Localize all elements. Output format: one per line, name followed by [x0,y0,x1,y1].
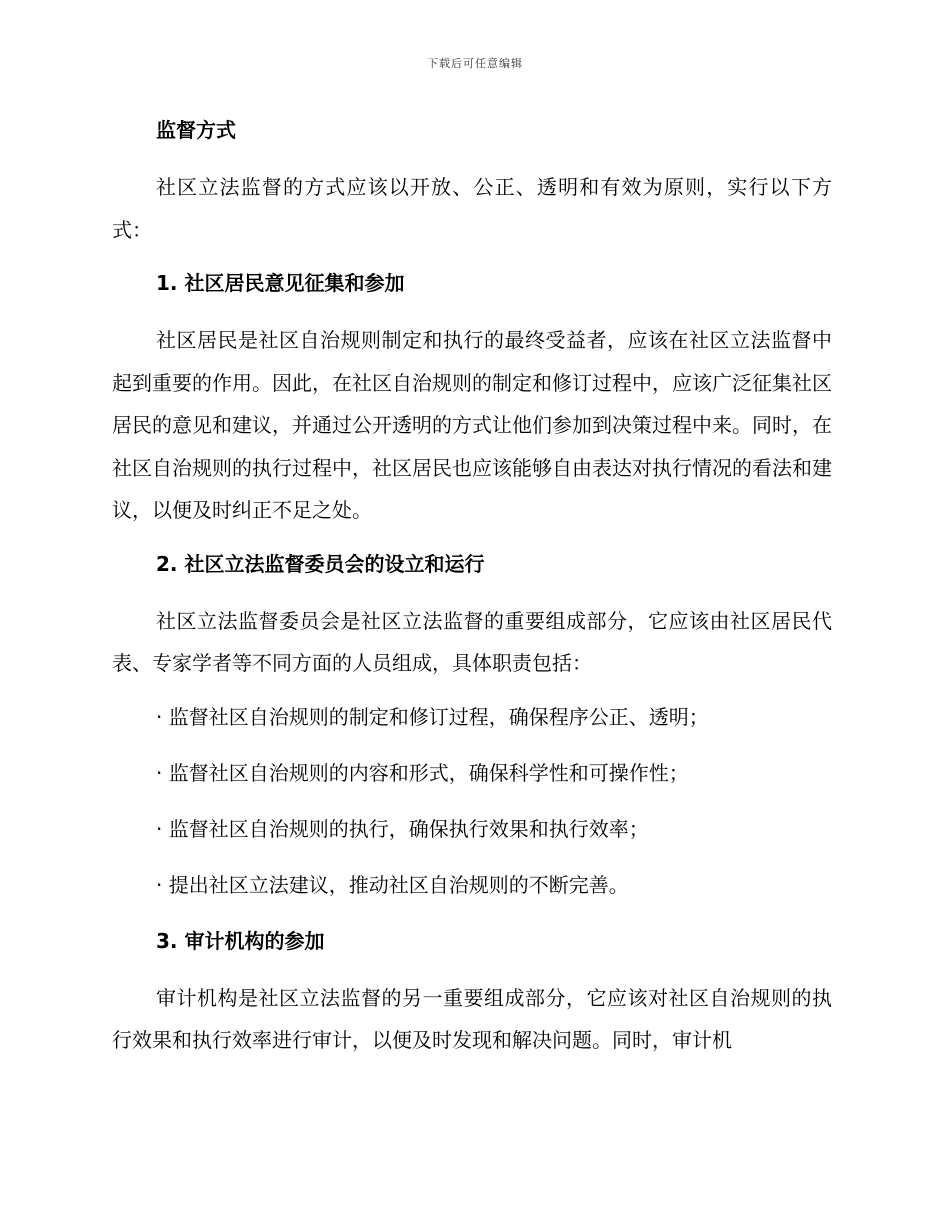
document-body [112,110,832,1062]
subheading-3: 3. 审计机构的参加 [156,928,325,953]
section-title: 监督方式 [156,118,236,142]
paragraph-2: 社区立法监督委员会是社区立法监督的重要组成部分，它应该由社区居民代表、专家学者等不同方面的人员组成，具体职责包括： [112,608,832,675]
intro-paragraph: 社区立法监督的方式应该以开放、公正、透明和有效为原则，实行以下方式： [112,175,832,242]
header-note: 下载后可任意编辑 [427,57,523,70]
subheading-2: 2. 社区立法监督委员会的设立和运行 [156,551,485,576]
subheading-1: 1. 社区居民意见征集和参加 [156,271,405,295]
paragraph-3: 审计机构是社区立法监督的另一重要组成部分，它应该对社区自治规则的执行效果和执行效率进行审计，以便及时发现和解决问题。同时，审计机 [112,985,832,1052]
bullet-item: · 监督社区自治规则的制定和修订过程，确保程序公正、透明； [156,704,709,729]
bullet-item: · 监督社区自治规则的内容和形式，确保科学性和可操作性； [156,760,689,785]
bullet-item: · 监督社区自治规则的执行，确保执行效果和执行效率； [156,816,649,841]
paragraph-1: 社区居民是社区自治规则制定和执行的最终受益者，应该在社区立法监督中起到重要的作用。因此，在社区自治规则的制定和修订过程中，应该广泛征集社区居民的意见和建议，并通过公开透明的方式让他们参加到决策过程中来。同时，在社区自治规则的执行过程中，社区居民也应该能够自由表达对执行情况的看法和建议，以便及时纠正不足之处。 [112,328,832,522]
bullet-item: · 提出社区立法建议，推动社区自治规则的不断完善。 [156,872,629,897]
